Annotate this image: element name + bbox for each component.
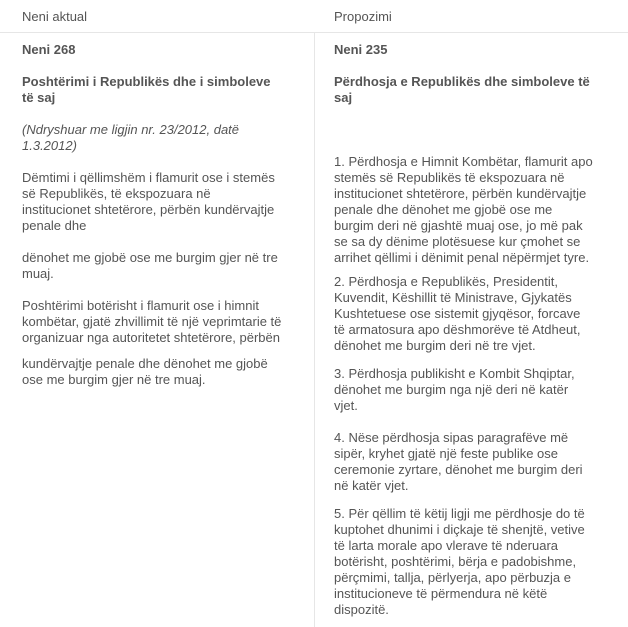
table-header [0, 0, 628, 33]
proposal-paragraph-3: 3. Përdhosja publikisht e Kombit Shqiptar, dënohet me burgim nga një deri në katër vjet. [334, 366, 575, 413]
current-article-column [0, 32, 315, 627]
current-article-title: Poshtërimi i Republikës dhe i simboleve të saj [22, 74, 271, 105]
proposal-paragraph-1: 1. Përdhosja e Himnit Kombëtar, flamurit apo stemës së Republikës të ekspozuara në institucionet shtetërore, përbën kundërvajtje penale dhe dënohet me gjobë ose me burgim deri në gjashtë muaj ose, jo më pak se sa dy dënime plotësuese kur çmohet se arrihet qëllimi i dënimit penal nëpërmjet tyre. [334, 154, 593, 265]
proposal-header: Propozimi [334, 9, 392, 24]
proposal-column [314, 32, 628, 627]
current-paragraph-4: kundërvajtje penale dhe dënohet me gjobë ose me burgim gjer në tre muaj. [22, 356, 268, 387]
current-paragraph-2: dënohet me gjobë ose me burgim gjer në tre muaj. [22, 250, 278, 281]
proposal-article-number: Neni 235 [334, 42, 388, 57]
amendment-note: (Ndryshuar me ligjin nr. 23/2012, datë 1.3.2012) [22, 122, 240, 153]
current-paragraph-3: Poshtërimi botërisht i flamurit ose i himnit kombëtar, gjatë zhvillimit të një veprimtarie të organizuar nga autoritetet shtetërore, përbën [22, 298, 282, 345]
proposal-paragraph-4: 4. Nëse përdhosja sipas paragrafëve më sipër, kryhet gjatë një feste publike ose ceremonie zyrtare, dënohet me burgim deri në katër vjet. [334, 430, 583, 493]
current-article-number: Neni 268 [22, 42, 76, 57]
proposal-paragraph-5: 5. Për qëllim të këtij ligji me përdhosje do të kuptohet dhunimi i diçkaje të shenjtë, vetive të larta morale apo vlerave të nderuara botërisht, poshtërimi, bërja e padobishme, përçmimi, tallja, përlyerja, apo përbuzja e institucioneve të përmendura në këtë dispozitë. [334, 506, 585, 617]
current-article-header: Neni aktual [22, 9, 88, 24]
proposal-paragraph-2: 2. Përdhosja e Republikës, Presidentit, Kuvendit, Këshillit të Ministrave, Gjykatës Kushtetuese ose sistemit gjyqësor, forcave të armatosura apo dëshmorëve të Atdheut, dënohet me burgim deri në tre vjet. [334, 274, 581, 353]
proposal-article-title: Përdhosja e Republikës dhe simboleve të saj [334, 74, 590, 105]
current-paragraph-1: Dëmtimi i qëllimshëm i flamurit ose i stemës së Republikës, të ekspozuara në institucionet shtetërore, përbën kundërvajtje penale dhe [22, 170, 275, 233]
